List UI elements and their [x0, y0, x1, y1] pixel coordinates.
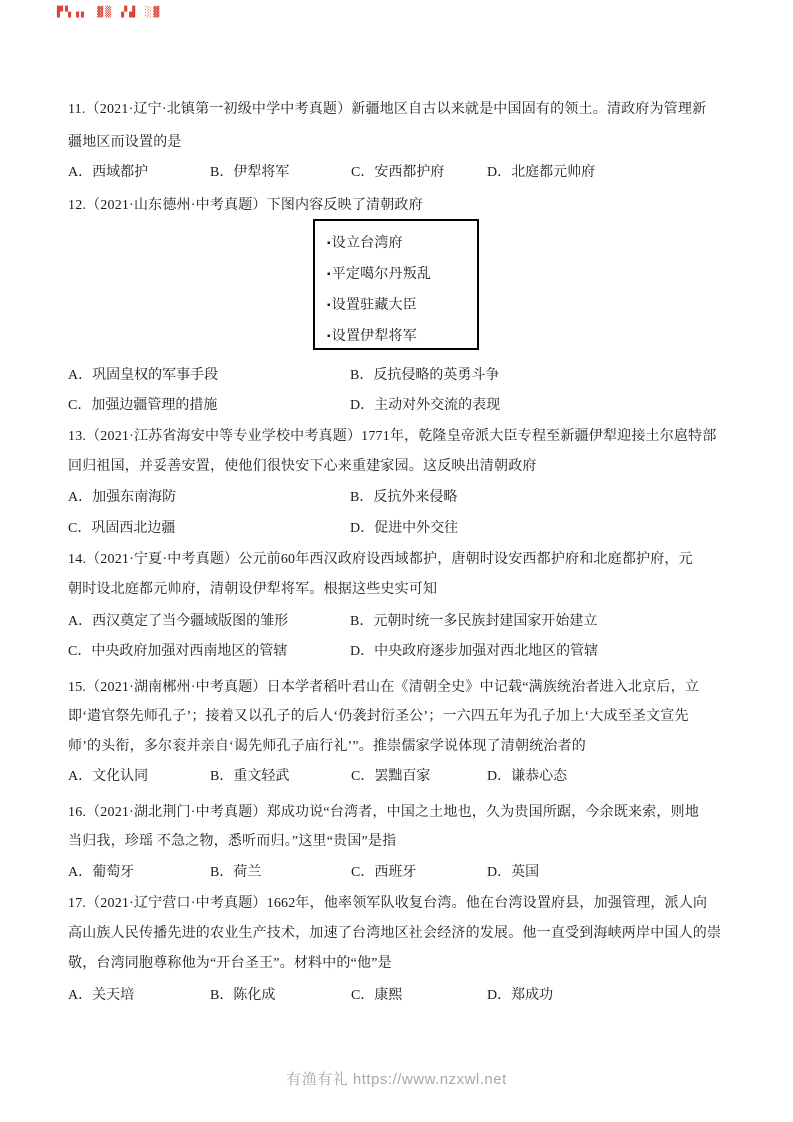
question-11-option-b: B．伊犁将军	[210, 165, 290, 180]
question-15-option-d: D．谦恭心态	[487, 769, 568, 784]
question-11-option-c: C．安西都护府	[351, 165, 445, 180]
question-17-line-1: 17.（2021·辽宁营口·中考真题）1662年，他率领军队收复台湾。他在台湾设置府县，加强管理，派人向	[68, 896, 708, 911]
question-11-option-d: D．北庭都元帅府	[487, 165, 596, 180]
bullet-square-icon: ▪	[327, 269, 331, 280]
question-13-line-2: 回归祖国，并妥善安置，使他们很快安下心来重建家园。这反映出清朝政府	[68, 459, 537, 474]
question-14-option-b: B．元朝时统一多民族封建国家开始建立	[350, 614, 598, 629]
question-12-line-1: 12.（2021·山东德州·中考真题）下图内容反映了清朝政府	[68, 198, 423, 213]
question-17-options	[68, 986, 728, 1006]
question-13-options-row-2	[68, 519, 728, 539]
question-14-options-row-1	[68, 612, 728, 632]
bullet-square-icon: ▪	[327, 300, 331, 311]
footer-watermark: 有渔有礼 https://www.nzxwl.net	[286, 1071, 507, 1088]
box-bullet-item: ▪设置驻藏大臣	[327, 298, 417, 313]
question-17-option-b: B．陈化成	[210, 988, 276, 1003]
red-stamp-marks: ▛▚▗▖ ▓▒ ▞▟ ░▓	[57, 7, 162, 18]
question-13-option-b: B．反抗外来侵略	[350, 490, 458, 505]
question-14-option-d: D．中央政府逐步加强对西北地区的管辖	[350, 644, 599, 659]
question-11-line-1: 11.（2021·辽宁·北镇第一初级中学中考真题）新疆地区自古以来就是中国固有的领土。清政府为管理新	[68, 102, 707, 117]
bullet-square-icon: ▪	[327, 238, 331, 249]
question-12-info-box	[313, 219, 479, 350]
question-12-options-row-2	[68, 396, 728, 416]
question-16-option-b: B．荷兰	[210, 865, 262, 880]
question-16-option-a: A．葡萄牙	[68, 865, 135, 880]
box-bullet-item: ▪平定噶尔丹叛乱	[327, 267, 432, 282]
box-bullet-item: ▪设立台湾府	[327, 236, 403, 251]
box-bullet-item: ▪设置伊犁将军	[327, 329, 417, 344]
question-16-line-2: 当归我，珍瑶 不急之物，悉听而归。”这里“贵国”是指	[68, 834, 397, 849]
question-16-line-1: 16.（2021·湖北荆门·中考真题）郑成功说“台湾者，中国之土地也，久为贵国所踞，今余既来索，则地	[68, 805, 700, 820]
question-13-option-c: C．巩固西北边疆	[68, 521, 176, 536]
question-12-option-a: A．巩固皇权的军事手段	[68, 368, 219, 383]
question-15-option-a: A．文化认同	[68, 769, 149, 784]
question-15-option-b: B．重文轻武	[210, 769, 290, 784]
question-13-options-row-1	[68, 488, 728, 508]
question-16-option-d: D．英国	[487, 865, 540, 880]
question-12-options-row-1	[68, 366, 728, 386]
question-11-options	[68, 163, 728, 183]
question-16-option-c: C．西班牙	[351, 865, 417, 880]
question-16-options	[68, 863, 728, 883]
question-14-line-1: 14.（2021·宁夏·中考真题）公元前60年西汉政府设西域都护，唐朝时设安西都护府和北庭都护府，元	[68, 552, 693, 567]
question-15-option-c: C．罢黜百家	[351, 769, 431, 784]
question-12-option-d: D．主动对外交流的表现	[350, 398, 501, 413]
question-13-line-1: 13.（2021·江苏省海安中等专业学校中考真题）1771年，乾隆皇帝派大臣专程至新疆伊犁迎接土尔扈特部	[68, 429, 717, 444]
question-14-line-2: 朝时设北庭都元帅府，清朝设伊犁将军。根据这些史实可知	[68, 582, 438, 597]
question-12-option-b: B．反抗侵略的英勇斗争	[350, 368, 500, 383]
question-12-option-c: C．加强边疆管理的措施	[68, 398, 218, 413]
question-15-options	[68, 767, 728, 787]
question-17-option-a: A．关天培	[68, 988, 135, 1003]
question-15-line-3: 师’的头衔，多尔衮并亲自‘谒先师孔子庙行礼’”。推崇儒家学说体现了清朝统治者的	[68, 739, 586, 754]
question-17-option-d: D．郑成功	[487, 988, 554, 1003]
question-14-options-row-2	[68, 642, 728, 662]
question-11-option-a: A．西域都护	[68, 165, 149, 180]
question-13-option-a: A．加强东南海防	[68, 490, 177, 505]
question-14-option-a: A．西汉奠定了当今疆域版图的雏形	[68, 614, 289, 629]
question-13-option-d: D．促进中外交往	[350, 521, 459, 536]
question-17-line-3: 敬，台湾同胞尊称他为“开台圣王”。材料中的“他”是	[68, 956, 392, 971]
question-15-line-2: 即‘遣官祭先师孔子’；接着又以孔子的后人‘仍袭封衍圣公’；一六四五年为孔子加上‘大成至圣文宣先	[68, 709, 689, 724]
question-15-line-1: 15.（2021·湖南郴州·中考真题）日本学者稻叶君山在《清朝全史》中记载“满族统治者进入北京后，立	[68, 680, 700, 695]
question-11-line-2: 疆地区而设置的是	[68, 135, 182, 150]
bullet-square-icon: ▪	[327, 331, 331, 342]
question-17-option-c: C．康熙	[351, 988, 403, 1003]
question-14-option-c: C．中央政府加强对西南地区的管辖	[68, 644, 288, 659]
question-17-line-2: 高山族人民传播先进的农业生产技术，加速了台湾地区社会经济的发展。他一直受到海峡两岸中国人的崇	[68, 926, 722, 941]
